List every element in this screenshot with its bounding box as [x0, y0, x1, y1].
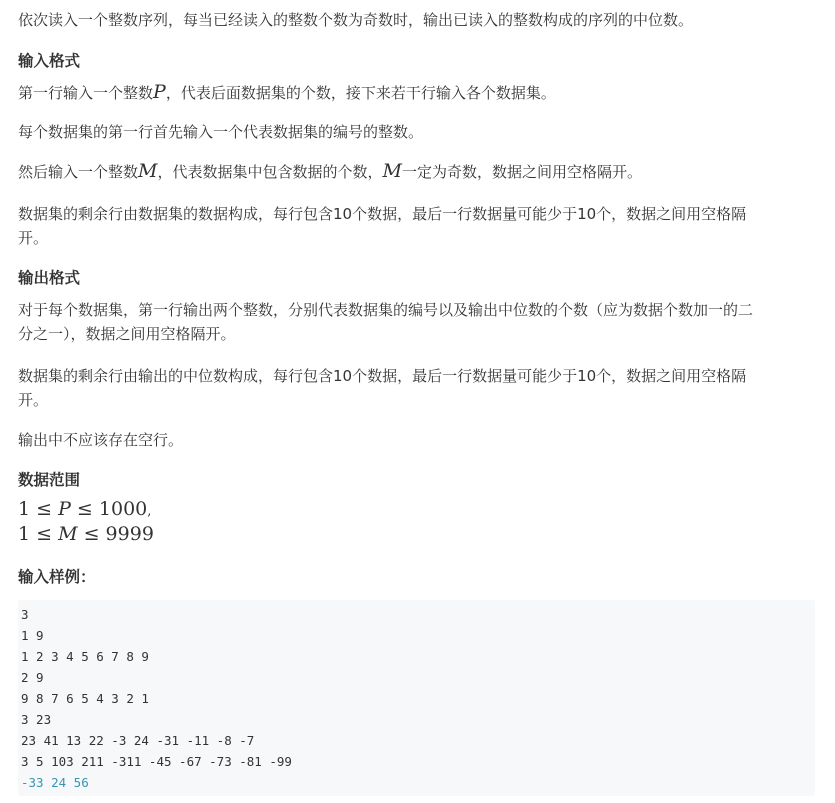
input-format-heading: 输入格式	[18, 52, 81, 70]
input-format-p4-line1: 数据集的剩余行由数据集的数据构成，每行包含10个数据，最后一行数据量可能少于10个，数据之间用空格隔	[18, 205, 747, 223]
data-range-heading: 数据范围	[18, 471, 81, 489]
code-line: 3	[21, 607, 29, 622]
input-format-p4-line2: 开。	[18, 229, 49, 247]
code-line: 9 8 7 6 5 4 3 2 1	[21, 691, 149, 706]
data-range-2-a: 1 ≤	[18, 523, 59, 545]
code-line: 3 5 103 211 -311 -45 -67 -73 -81 -99	[21, 754, 292, 769]
var-m-2: M	[382, 160, 402, 182]
data-range-1-comma: ,	[147, 504, 152, 519]
input-format-p2: 每个数据集的第一行首先输入一个代表数据集的编号的整数。	[18, 123, 424, 141]
output-format-p3: 输出中不应该存在空行。	[18, 431, 184, 449]
input-format-p3-text-b: ，代表数据集中包含数据的个数，	[157, 163, 383, 181]
sample-input-heading: 输入样例：	[18, 568, 96, 586]
var-p: P	[153, 81, 166, 103]
code-line: 23 41 13 22 -3 24 -31 -11 -8 -7	[21, 733, 255, 748]
output-format-heading: 输出格式	[18, 269, 81, 287]
data-range-var-m: M	[58, 523, 78, 545]
output-format-p1-line1: 对于每个数据集，第一行输出两个整数，分别代表数据集的编号以及输出中位数的个数（应为数据个数加一的二	[18, 301, 754, 319]
input-format-p1-text-b: ，代表后面数据集的个数，接下来若干行输入各个数据集。	[165, 84, 556, 102]
code-line: 3 23	[21, 712, 52, 727]
input-format-p1	[18, 80, 556, 105]
code-line: 1 2 3 4 5 6 7 8 9	[21, 649, 149, 664]
intro-text: 依次读入一个整数序列，每当已经读入的整数个数为奇数时，输出已读入的整数构成的序列的中位数。	[18, 11, 694, 29]
data-range-line-2	[18, 522, 154, 547]
output-format-p2-line2: 开。	[18, 391, 49, 409]
code-line: -33 24 56	[21, 775, 89, 790]
var-m: M	[138, 160, 158, 182]
output-format-p2-line1: 数据集的剩余行由输出的中位数构成，每行包含10个数据，最后一行数据量可能少于10个，数据之间用空格隔	[18, 367, 747, 385]
code-line: 2 9	[21, 670, 44, 685]
sample-input-code-block[interactable]	[18, 600, 815, 796]
input-format-p1-text-a: 第一行输入一个整数	[18, 84, 154, 102]
data-range-1-a: 1 ≤	[18, 498, 59, 520]
data-range-2-b: ≤ 9999	[77, 523, 154, 545]
input-format-p3-text-a: 然后输入一个整数	[18, 163, 139, 181]
data-range-var-p: P	[58, 498, 71, 520]
data-range-1-b: ≤ 1000	[70, 498, 148, 520]
code-line: 1 9	[21, 628, 44, 643]
input-format-p3	[18, 159, 642, 184]
input-format-p3-text-c: 一定为奇数，数据之间用空格隔开。	[401, 163, 642, 181]
output-format-p1-line2: 分之一），数据之间用空格隔开。	[18, 325, 236, 343]
data-range-line-1	[18, 497, 151, 524]
